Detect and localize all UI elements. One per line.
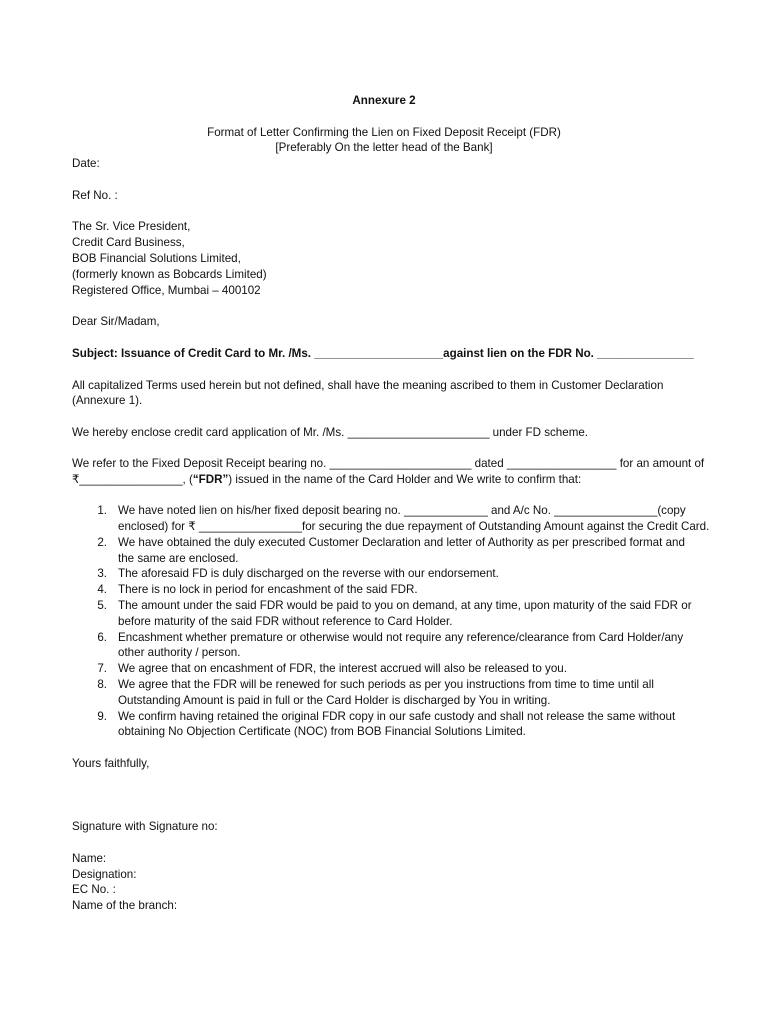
list-number: 3. — [97, 567, 107, 580]
list-item-text: Outstanding Amount is paid in full or the Card Holder is discharged by You in writing. — [118, 694, 551, 707]
subject-line: Subject: Issuance of Credit Card to Mr. /Ms. ____________________against lien on the FDR No. _______________ — [72, 347, 694, 360]
list-number: 7. — [97, 662, 107, 675]
signature-label: Signature with Signature no: — [72, 820, 218, 833]
addressee-line: (formerly known as Bobcards Limited) — [72, 268, 267, 281]
list-item-text: The aforesaid FD is duly discharged on the reverse with our endorsement. — [118, 567, 499, 580]
fdr-term: “FDR” — [192, 473, 229, 486]
annexure-heading: Annexure 2 — [352, 94, 416, 107]
ref-no-label: Ref No. : — [72, 189, 118, 202]
format-title: Format of Letter Confirming the Lien on Fixed Deposit Receipt (FDR) — [207, 126, 561, 139]
paragraph-line: We hereby enclose credit card application of Mr. /Ms. ______________________ under FD scheme. — [72, 426, 589, 439]
ec-no-field-label: EC No. : — [72, 883, 116, 896]
date-label: Date: — [72, 157, 100, 170]
paragraph-line: (Annexure 1). — [72, 394, 143, 407]
list-item-text: enclosed) for ₹ ________________for securing the due repayment of Outstanding Amount against the Credit Card. — [118, 520, 710, 533]
list-item-text: Encashment whether premature or otherwise would not require any reference/clearance from Card Holder/any — [118, 631, 684, 644]
list-item-text: other authority / person. — [118, 646, 241, 659]
list-item-text: We have obtained the duly executed Customer Declaration and letter of Authority as per prescribed format and — [118, 536, 685, 549]
list-number: 9. — [97, 710, 107, 723]
list-item-text: We agree that the FDR will be renewed for such periods as per you instructions from time to time until all — [118, 678, 654, 691]
list-item-text: The amount under the said FDR would be paid to you on demand, at any time, upon maturity of the said FDR or — [118, 599, 692, 612]
name-field-label: Name: — [72, 852, 107, 865]
branch-field-label: Name of the branch: — [72, 899, 178, 912]
paragraph-line: All capitalized Terms used herein but not defined, shall have the meaning ascribed to them in Customer Declaration — [72, 379, 664, 392]
closing: Yours faithfully, — [72, 757, 150, 770]
list-number: 4. — [97, 583, 107, 596]
list-number: 1. — [97, 504, 107, 517]
paragraph-text: ₹________________, ( — [72, 473, 193, 486]
list-item-text: We have noted lien on his/her fixed deposit bearing no. _____________ and A/c No. ________________(copy — [118, 504, 686, 517]
salutation: Dear Sir/Madam, — [72, 315, 160, 328]
list-item-text: We agree that on encashment of FDR, the interest accrued will also be released to you. — [118, 662, 567, 675]
paragraph-line — [72, 473, 581, 487]
paragraph-text: ) issued in the name of the Card Holder and We write to confirm that: — [228, 473, 582, 486]
list-item-text: There is no lock in period for encashment of the said FDR. — [118, 583, 418, 596]
list-number: 5. — [97, 599, 107, 612]
designation-field-label: Designation: — [72, 868, 137, 881]
letterhead-note: [Preferably On the letter head of the Bank] — [275, 141, 493, 154]
addressee-line: Registered Office, Mumbai – 400102 — [72, 284, 261, 297]
addressee-line: Credit Card Business, — [72, 236, 185, 249]
list-item-text: before maturity of the said FDR without reference to Card Holder. — [118, 615, 453, 628]
list-item-text: We confirm having retained the original FDR copy in our safe custody and shall not release the same without — [118, 710, 676, 723]
list-item-text: the same are enclosed. — [118, 552, 239, 565]
addressee-line: The Sr. Vice President, — [72, 220, 191, 233]
addressee-line: BOB Financial Solutions Limited, — [72, 252, 241, 265]
list-number: 2. — [97, 536, 107, 549]
list-item-text: obtaining No Objection Certificate (NOC) from BOB Financial Solutions Limited. — [118, 725, 526, 738]
list-number: 6. — [97, 631, 107, 644]
list-number: 8. — [97, 678, 107, 691]
paragraph-line: We refer to the Fixed Deposit Receipt bearing no. ______________________ dated _________________ for an amount of — [72, 457, 705, 470]
